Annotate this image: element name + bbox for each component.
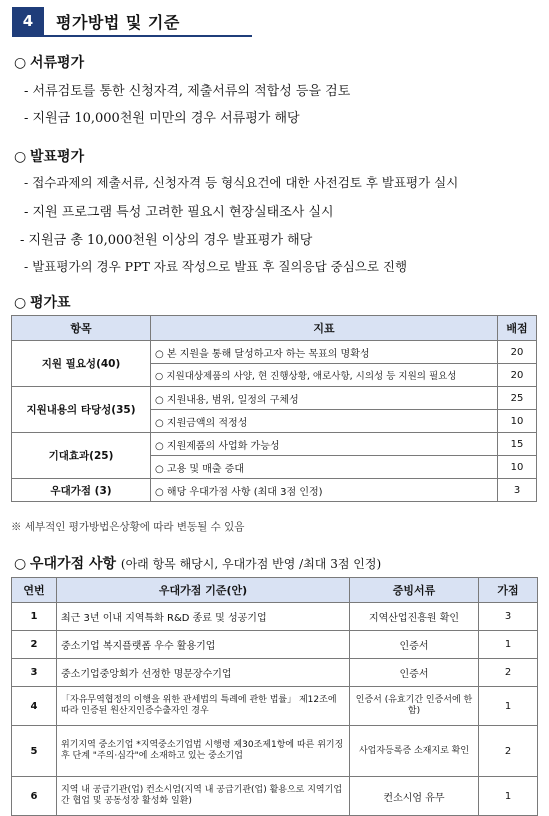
category-cell: 기대효과(25): [12, 433, 151, 479]
score-cell: 25: [498, 387, 537, 410]
score-cell: 15: [498, 433, 537, 456]
indicator-cell: ○ 지원대상제품의 사양, 현 진행상황, 애로사항, 시의성 등 지원의 필요성: [151, 364, 498, 387]
bonus-subtitle: (아래 항목 해당시, 우대가점 반영 /최대 3점 인정): [120, 557, 382, 571]
circle-bullet-icon: ○: [14, 149, 27, 165]
category-cell: 지원 필요성(40): [12, 341, 151, 387]
points-cell: 2: [479, 726, 538, 777]
proof-cell: 인증서 (유효기간 인증서에 한함): [350, 687, 479, 726]
eval-note: ※ 세부적인 평가방법은상황에 따라 변동될 수 있음: [11, 521, 245, 533]
doc-review-line: - 지원금 10,000천원 미만의 경우 서류평가 해당: [24, 111, 300, 126]
presentation-heading: ○ 발표평가: [14, 149, 85, 165]
points-cell: 2: [479, 659, 538, 687]
table-row: [12, 659, 538, 687]
circle-bullet-icon: ○: [155, 394, 167, 406]
indicator-cell: ○ 해당 우대가점 사항 (최대 3점 인정): [151, 479, 498, 502]
score-cell: 20: [498, 341, 537, 364]
indicator-cell: ○ 고용 및 매출 증대: [151, 456, 498, 479]
circle-bullet-icon: ○: [14, 55, 27, 71]
table-row: [12, 631, 538, 659]
no-cell: 4: [12, 687, 57, 726]
doc-review-line: - 서류검토를 통한 신청자격, 제출서류의 적합성 등을 검토: [24, 84, 351, 99]
score-cell: 20: [498, 364, 537, 387]
circle-bullet-icon: ○: [155, 463, 167, 475]
criteria-cell: 최근 3년 이내 지역특화 R&D 종료 및 성공기업: [57, 603, 350, 631]
points-cell: 1: [479, 777, 538, 816]
evaluation-table: [11, 315, 537, 502]
table-row: [12, 479, 537, 502]
proof-cell: 인증서: [350, 659, 479, 687]
no-cell: 2: [12, 631, 57, 659]
proof-cell: 지역산업진흥원 확인: [350, 603, 479, 631]
col-header: 지표: [151, 316, 498, 341]
circle-bullet-icon: ○: [155, 440, 167, 452]
eval-table-heading: ○ 평가표: [14, 295, 71, 311]
criteria-cell: 「자유무역협정의 이행을 위한 관세법의 특례에 관한 법률」 제12조에 따라 인증된 원산지인증수출자인 경우: [57, 687, 350, 726]
col-header: 가점: [479, 578, 538, 603]
col-header: 증빙서류: [350, 578, 479, 603]
no-cell: 1: [12, 603, 57, 631]
section-number: 4: [12, 7, 44, 35]
table-row: [12, 726, 538, 777]
circle-bullet-icon: ○: [155, 348, 167, 360]
points-cell: 3: [479, 603, 538, 631]
indicator-cell: ○ 지원제품의 사업화 가능성: [151, 433, 498, 456]
proof-cell: 인증서: [350, 631, 479, 659]
indicator-cell: ○ 지원금액의 적정성: [151, 410, 498, 433]
no-cell: 6: [12, 777, 57, 816]
doc-review-heading: ○ 서류평가: [14, 55, 85, 71]
table-row: [12, 603, 538, 631]
criteria-cell: 지역 내 공급기관(업) 컨소시엄(지역 내 공급기관(업) 활용으로 지역기업간 협업 및 공동성장 활성화 일환): [57, 777, 350, 816]
presentation-line: - 지원 프로그램 특성 고려한 필요시 현장실태조사 실시: [24, 205, 334, 220]
points-cell: 1: [479, 687, 538, 726]
indicator-cell: ○ 지원내용, 범위, 일정의 구체성: [151, 387, 498, 410]
bonus-heading: ○ 우대가점 사항 (아래 항목 해당시, 우대가점 반영 /최대 3점 인정): [14, 556, 382, 572]
circle-bullet-icon: ○: [155, 486, 167, 498]
table-row: [12, 387, 537, 410]
no-cell: 5: [12, 726, 57, 777]
no-cell: 3: [12, 659, 57, 687]
table-row: [12, 777, 538, 816]
category-cell: 우대가점 (3): [12, 479, 151, 502]
col-header: 우대가점 기준(안): [57, 578, 350, 603]
section-header: [12, 7, 252, 37]
presentation-line: - 접수과제의 제출서류, 신청자격 등 형식요건에 대한 사전검토 후 발표평가 실시: [24, 175, 459, 190]
criteria-cell: 위기지역 중소기업 *지역중소기업법 시행령 제30조제1항에 따른 위기징후 단계 "주의·심각"에 소재하고 있는 중소기업: [57, 726, 350, 777]
points-cell: 1: [479, 631, 538, 659]
score-cell: 10: [498, 456, 537, 479]
criteria-cell: 중소기업중앙회가 선정한 명문장수기업: [57, 659, 350, 687]
bonus-table: [11, 577, 538, 816]
category-cell: 지원내용의 타당성(35): [12, 387, 151, 433]
score-cell: 10: [498, 410, 537, 433]
circle-bullet-icon: ○: [155, 371, 167, 382]
indicator-cell: ○ 본 지원을 통해 달성하고자 하는 목표의 명확성: [151, 341, 498, 364]
section-title: 평가방법 및 기준: [56, 13, 180, 32]
proof-cell: 사업자등록증 소재지로 확인: [350, 726, 479, 777]
score-cell: 3: [498, 479, 537, 502]
col-header: 배점: [498, 316, 537, 341]
proof-cell: 컨소시엄 유무: [350, 777, 479, 816]
table-row: [12, 341, 537, 364]
circle-bullet-icon: ○: [14, 295, 27, 311]
circle-bullet-icon: ○: [155, 417, 167, 429]
table-row: [12, 687, 538, 726]
presentation-line: - 발표평가의 경우 PPT 자료 작성으로 발표 후 질의응답 중심으로 진행: [24, 259, 408, 274]
table-row: [12, 433, 537, 456]
criteria-cell: 중소기업 복지플랫폼 우수 활용기업: [57, 631, 350, 659]
circle-bullet-icon: ○: [14, 556, 27, 572]
col-header: 연번: [12, 578, 57, 603]
col-header: 항목: [12, 316, 151, 341]
presentation-line: - 지원금 총 10,000천원 이상의 경우 발표평가 해당: [20, 233, 313, 248]
